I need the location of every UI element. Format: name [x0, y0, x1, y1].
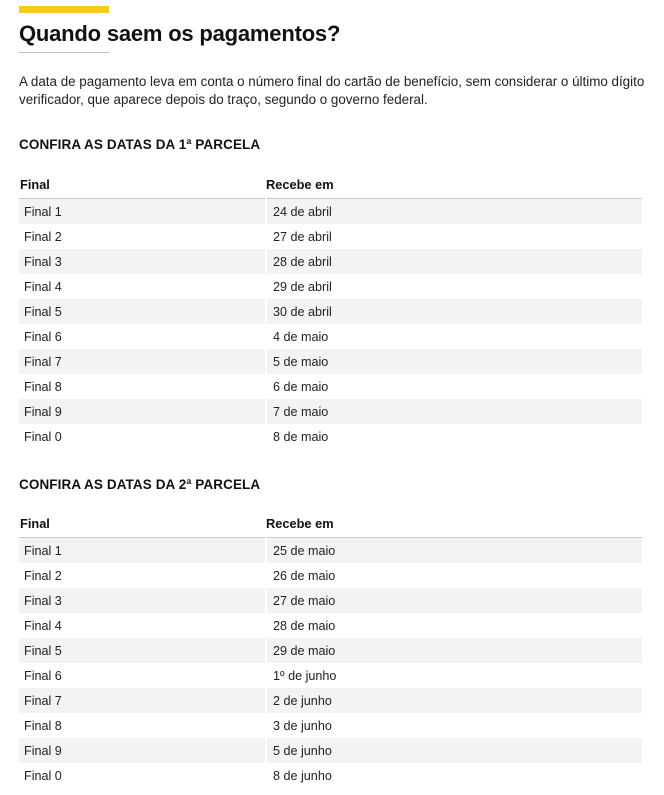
table-row [19, 399, 642, 424]
table-row [19, 763, 642, 788]
table-row [19, 299, 642, 324]
section-heading-2nd-installment: CONFIRA AS DATAS DA 2ª PARCELA [19, 477, 261, 492]
date-cell: 8 de maio [266, 424, 642, 449]
final-cell: Final 6 [19, 324, 266, 349]
date-cell: 24 de abril [266, 199, 642, 225]
date-cell: 4 de maio [266, 324, 642, 349]
table-1st-installment [19, 177, 642, 449]
intro-paragraph: A data de pagamento leva em conta o número final do cartão de benefício, sem considerar o último dígito verificador, que aparece depois do traço, segundo o governo federal. [19, 74, 645, 107]
date-cell: 28 de abril [266, 249, 642, 274]
table-row [19, 199, 642, 225]
table-2nd-installment [19, 516, 642, 788]
table-row [19, 663, 642, 688]
table-row [19, 613, 642, 638]
table-row [19, 274, 642, 299]
date-cell: 27 de abril [266, 224, 642, 249]
date-cell: 27 de maio [266, 588, 642, 613]
date-cell: 3 de junho [266, 713, 642, 738]
final-cell: Final 2 [19, 224, 266, 249]
title-underline [19, 52, 109, 53]
date-cell: 26 de maio [266, 563, 642, 588]
final-cell: Final 6 [19, 663, 266, 688]
date-cell: 1º de junho [266, 663, 642, 688]
final-cell: Final 7 [19, 688, 266, 713]
date-cell: 30 de abril [266, 299, 642, 324]
table-row [19, 638, 642, 663]
table-row [19, 224, 642, 249]
table-row [19, 563, 642, 588]
table-header-row [19, 516, 642, 538]
date-cell: 28 de maio [266, 613, 642, 638]
page-title: Quando saem os pagamentos? [19, 21, 341, 46]
table-row [19, 688, 642, 713]
column-header-date: Recebe em [266, 516, 642, 538]
table-row [19, 713, 642, 738]
table-row [19, 588, 642, 613]
table-row [19, 324, 642, 349]
final-cell: Final 8 [19, 374, 266, 399]
column-header-date: Recebe em [266, 177, 642, 199]
date-cell: 7 de maio [266, 399, 642, 424]
final-cell: Final 8 [19, 713, 266, 738]
final-cell: Final 9 [19, 399, 266, 424]
date-cell: 29 de maio [266, 638, 642, 663]
date-cell: 25 de maio [266, 538, 642, 564]
final-cell: Final 0 [19, 763, 266, 788]
table-row [19, 424, 642, 449]
table-row [19, 374, 642, 399]
final-cell: Final 9 [19, 738, 266, 763]
date-cell: 8 de junho [266, 763, 642, 788]
final-cell: Final 4 [19, 274, 266, 299]
date-cell: 2 de junho [266, 688, 642, 713]
column-header-final: Final [19, 177, 266, 199]
final-cell: Final 1 [19, 199, 266, 225]
section-heading-1st-installment: CONFIRA AS DATAS DA 1ª PARCELA [19, 137, 261, 152]
final-cell: Final 7 [19, 349, 266, 374]
table-row [19, 349, 642, 374]
article [19, 0, 645, 788]
date-cell: 6 de maio [266, 374, 642, 399]
final-cell: Final 1 [19, 538, 266, 564]
final-cell: Final 4 [19, 613, 266, 638]
final-cell: Final 3 [19, 249, 266, 274]
final-cell: Final 3 [19, 588, 266, 613]
final-cell: Final 0 [19, 424, 266, 449]
final-cell: Final 5 [19, 638, 266, 663]
date-cell: 5 de maio [266, 349, 642, 374]
date-cell: 29 de abril [266, 274, 642, 299]
table-header-row [19, 177, 642, 199]
table-row [19, 738, 642, 763]
table-row [19, 249, 642, 274]
date-cell: 5 de junho [266, 738, 642, 763]
title-accent-bar [19, 6, 109, 13]
table-row [19, 538, 642, 564]
final-cell: Final 2 [19, 563, 266, 588]
column-header-final: Final [19, 516, 266, 538]
final-cell: Final 5 [19, 299, 266, 324]
